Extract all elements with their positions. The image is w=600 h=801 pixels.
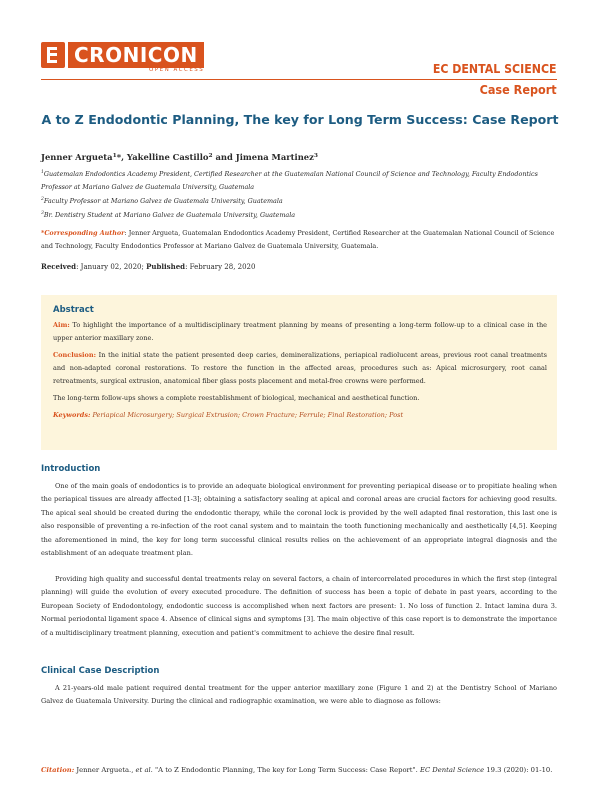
citation-label: Citation: [41,766,75,774]
cronicon-e-icon [41,42,65,68]
citation [41,764,557,777]
corresponding-text: : Jenner Argueta, Guatemalan Endodontics Academy President, Certified Researcher at the Guatemalan National Council of Science and Technology, Faculty Endodontics Professor at Mariano Galvez de Guatemala University, Guatemala. [41,229,555,250]
abstract-keywords [53,409,547,422]
author-separator: , [121,152,127,162]
citation-journal: EC Dental Science [419,766,485,774]
received-date: : January 02, 2020; [76,263,147,271]
citation-text: 19.3 (2020): 01-10. [484,766,553,774]
author-list [41,152,318,162]
abstract-box [41,295,557,450]
affiliation [41,195,561,208]
abstract-followup: The long-term follow-ups shows a complete reestablishment of biological, mechanical and aesthetical function. [53,394,420,402]
affiliation-number: 2 [41,197,44,202]
logo-word: CRONICON [68,42,204,68]
header-divider [41,79,557,80]
keywords-text: Periapical Microsurgery; Surgical Extrusion; Crown Fracture; Ferrule; Final Restoration; Post [90,411,404,419]
corresponding-marker: * [116,152,122,162]
keywords-label: Keywords: [53,411,91,419]
author-affiliation-number: 3 [313,152,318,159]
aim-text: To highlight the importance of a multidisciplinary treatment planning by means of presenting a long-term follow-up to a clinical case in the upper anterior maxillary zone. [53,321,547,342]
abstract-heading: Abstract [53,305,94,315]
author-affiliation-number: 1 [112,152,117,159]
affiliation-text: Faculty Professor at Mariano Galvez de Guatemala University, Guatemala [43,197,283,205]
introduction-heading: Introduction [41,464,101,474]
conclusion-label: Conclusion: [53,351,96,359]
affiliation [41,168,561,194]
citation-etal: et al. [135,766,153,774]
article-title: A to Z Endodontic Planning, The key for Long Term Success: Case Report [41,112,559,127]
abstract-aim [53,319,547,345]
affiliation-text: Br. Dentistry Student at Mariano Galvez de Guatemala University, Guatemala [43,211,296,219]
logo-subtitle: OPEN ACCESS [149,67,205,73]
citation-text: "A to Z Endodontic Planning, The key for Long Term Success: Case Report". [152,766,420,774]
introduction-paragraph: One of the main goals of endodontics is to provide an adequate biological environment for preventing periapical disease or to propitiate healing when the periapical tissues are already affected [1-3]; obtaining a satisfactory sealing at apical and coronal areas are crucial factors for achieving good results. The apical seal should be created during the endodontic therapy, while the coronal lock is provided by the well adapted final restoration, this last one is also responsible of preventing a re-infection of the root canal system and to maintain the tooth functioning mechanically and aesthetically [4,5]. Keeping the aforementioned in mind, the key for long term successful clinical results relies on the achievement of an appropriate integral diagnosis and the establishment of an adequate treatment plan. [41,482,557,558]
published-date: : February 28, 2020 [185,263,256,271]
cronicon-logo[interactable] [41,42,219,76]
clinical-case-heading: Clinical Case Description [41,666,160,676]
corresponding-author [41,227,561,253]
affiliation-number: 1 [41,170,44,175]
affiliation-number: 3 [41,211,44,216]
published-label: Published [146,262,186,271]
abstract-conclusion [53,349,547,388]
author-name[interactable]: Jenner Argueta [41,152,113,162]
introduction-paragraph: Providing high quality and successful dental treatments relay on several factors, a chain of intercorrelated procedures in which the first step (integral planning) will guide the evolution of every executed procedure. The definition of success has been a topic of debate in past years, according to the European Society of Endodontology, endodontic success is accomplished when next factors are present: 1. No loss of function 2. Intact lamina dura 3. Normal periodontal ligament space 4. Absence of clinical signs and symptoms [3]. The main objective of this case report is to demonstrate the importance of a multidisciplinary treatment planning, execution and patient's commitment to achieve the desire final result. [41,575,557,637]
author-name[interactable]: Jimena Martinez [235,152,314,162]
citation-text: Jenner Argueta., [74,766,136,774]
conclusion-text: In the initial state the patient presented deep caries, demineralizations, periapical radiolucent areas, previous root canal treatments and non-adapted coronal restorations. To restore the function in the affected areas, procedures such as: Apical microsurgery, root canal retreatments, surgical extrusion, anatomical fiber glass posts placement and metal-free crowns were performed. [53,351,547,385]
journal-name: EC DENTAL SCIENCE [433,61,557,76]
author-separator: and [212,152,236,162]
author-name[interactable]: Yakelline Castillo [126,152,209,162]
article-type: Case Report [479,82,557,97]
clinical-case-paragraph: A 21-years-old male patient required dental treatment for the upper anterior maxillary zone (Figure 1 and 2) at the Dentistry School of Mariano Galvez de Guatemala University. During the clinical and radiographic examination, we were able to diagnose as follows: [41,684,557,706]
aim-label: Aim: [53,321,70,329]
article-dates [41,262,255,271]
affiliation-text: Guatemalan Endodontics Academy President, Certified Researcher at the Guatemalan National Council of Science and Technology, Faculty Endodontics Professor at Mariano Galvez de Guatemala University, Guatemala [41,170,538,191]
affiliation [41,209,561,222]
received-label: Received [41,262,77,271]
corresponding-label: *Corresponding Author [41,229,125,237]
author-affiliation-number: 2 [208,152,213,159]
